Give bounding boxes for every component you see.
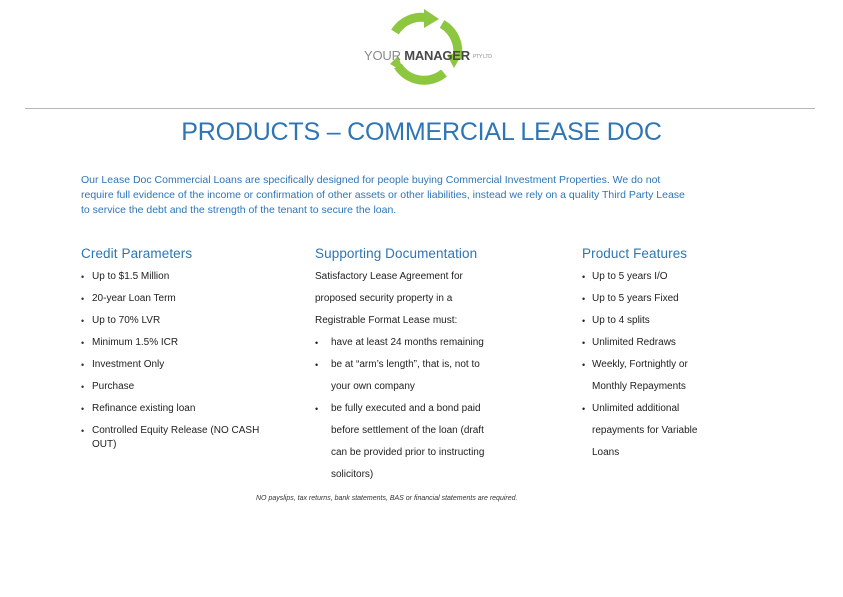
footnote: NO payslips, tax returns, bank statements, BAS or financial statements are required. <box>256 495 518 502</box>
list-item: • Controlled Equity Release (NO CASH OUT) <box>81 420 281 452</box>
doc-line-continuation: your own company <box>331 381 415 392</box>
company-logo <box>346 8 506 86</box>
feature-bullet-item: • Unlimited Redraws <box>582 332 782 354</box>
doc-line: Satisfactory Lease Agreement for <box>315 271 463 282</box>
list-item: • Minimum 1.5% ICR <box>81 332 281 354</box>
logo-word-pty: PTY LTD <box>472 53 492 60</box>
credit-parameters-heading: Credit Parameters <box>81 246 193 261</box>
doc-line-continuation: before settlement of the loan (draft <box>331 425 484 436</box>
recycle-arrows-icon <box>346 8 506 86</box>
feature-bullet-item: • Weekly, Fortnightly or <box>582 354 782 376</box>
feature-line-continuation: Loans <box>592 447 620 458</box>
doc-bullet-item: • be at “arm’s length”, that is, not to <box>315 354 545 376</box>
supporting-documentation-heading: Supporting Documentation <box>315 246 478 261</box>
doc-line-continuation: solicitors) <box>331 469 374 480</box>
doc-bullet-item: • be fully executed and a bond paid <box>315 398 545 420</box>
page-title: PRODUCTS – COMMERCIAL LEASE DOC <box>181 118 662 146</box>
intro-paragraph: Our Lease Doc Commercial Loans are specifically designed for people buying Commercial Investment Properties. We do not require full evidence of the income or confirmation of other assets or other liabilities, instead we rely on a quality Third Party Lease to service the debt and the strength of the tenant to secure the loan. <box>81 174 685 217</box>
feature-line-continuation: repayments for Variable <box>592 425 698 436</box>
doc-bullet-item: • have at least 24 months remaining <box>315 332 545 354</box>
logo-word-your: YOUR <box>364 48 401 63</box>
feature-bullet-item: • Unlimited additional <box>582 398 782 420</box>
list-item: • Refinance existing loan <box>81 398 281 420</box>
logo-wordmark <box>364 48 492 63</box>
doc-line-continuation: can be provided prior to instructing <box>331 447 485 458</box>
list-item: • Purchase <box>81 376 281 398</box>
list-item: • Up to 70% LVR <box>81 310 281 332</box>
logo-word-manager: MANAGER <box>404 48 470 63</box>
doc-line: proposed security property in a <box>315 293 453 304</box>
list-item: • Investment Only <box>81 354 281 376</box>
feature-bullet-item: • Up to 5 years Fixed <box>582 288 782 310</box>
feature-bullet-item: • Up to 5 years I/O <box>582 266 782 288</box>
list-item: • Up to $1.5 Million <box>81 266 281 288</box>
supporting-documentation-list <box>315 266 545 486</box>
credit-parameters-list <box>81 266 281 452</box>
product-features-heading: Product Features <box>582 246 688 261</box>
header-divider <box>25 108 815 109</box>
product-features-list <box>582 266 782 464</box>
doc-line: Registrable Format Lease must: <box>315 315 458 326</box>
list-item: • 20-year Loan Term <box>81 288 281 310</box>
feature-line-continuation: Monthly Repayments <box>592 381 686 392</box>
feature-bullet-item: • Up to 4 splits <box>582 310 782 332</box>
